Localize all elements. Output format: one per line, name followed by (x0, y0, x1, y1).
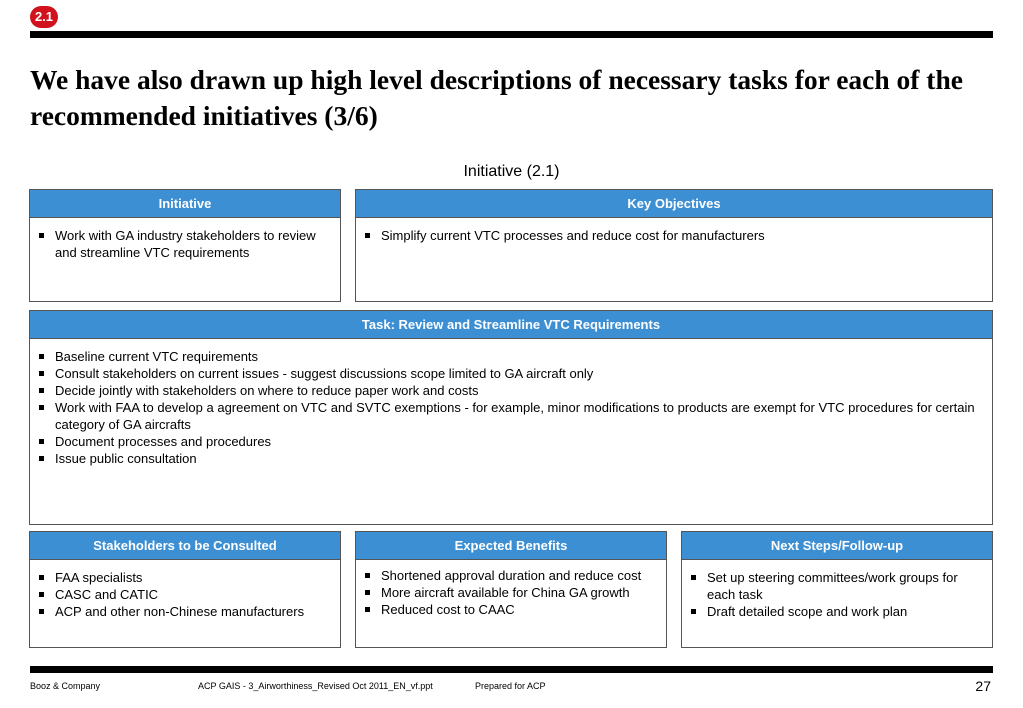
benefits-list (356, 560, 666, 618)
next-steps-header: Next Steps/Follow-up (682, 532, 992, 560)
bottom-divider (30, 666, 993, 673)
bullet-item: Simplify current VTC processes and reduce cost for manufacturers (364, 227, 986, 244)
benefits-box (355, 531, 667, 648)
bullet-item: Consult stakeholders on current issues - suggest discussions scope limited to GA aircraft only (38, 365, 986, 382)
bullet-item: Reduced cost to CAAC (364, 601, 660, 618)
bullet-item: CASC and CATIC (38, 586, 334, 603)
next-steps-list (682, 560, 992, 620)
objectives-header: Key Objectives (356, 190, 992, 218)
bullet-item: Decide jointly with stakeholders on where to reduce paper work and costs (38, 382, 986, 399)
bullet-item: FAA specialists (38, 569, 334, 586)
stakeholders-box (29, 531, 341, 648)
page-title: We have also drawn up high level descriptions of necessary tasks for each of the recommended initiatives (3/6) (30, 64, 963, 131)
bullet-item: Work with FAA to develop a agreement on VTC and SVTC exemptions - for example, minor modifications to products are exempt for VTC procedures for certain category of GA aircrafts (38, 399, 986, 433)
bullet-item: Shortened approval duration and reduce cost (364, 567, 660, 584)
bullet-item: Document processes and procedures (38, 433, 986, 450)
benefits-header: Expected Benefits (356, 532, 666, 560)
bullet-item: ACP and other non-Chinese manufacturers (38, 603, 334, 620)
initiative-list (30, 218, 340, 261)
bullet-item: Work with GA industry stakeholders to review and streamline VTC requirements (38, 227, 334, 261)
initiative-header: Initiative (30, 190, 340, 218)
objectives-box (355, 189, 993, 302)
footer-company: Booz & Company (30, 681, 101, 691)
initiative-box (29, 189, 341, 302)
stakeholders-list (30, 560, 340, 620)
task-header: Task: Review and Streamline VTC Requirements (30, 311, 992, 339)
page-number: 27 (975, 678, 991, 694)
bullet-item: More aircraft available for China GA growth (364, 584, 660, 601)
footer-filename: ACP GAIS - 3_Airworthiness_Revised Oct 2011_EN_vf.ppt (198, 681, 433, 691)
bullet-item: Draft detailed scope and work plan (690, 603, 986, 620)
bullet-item: Issue public consultation (38, 450, 986, 467)
bullet-item: Baseline current VTC requirements (38, 348, 986, 365)
objectives-list (356, 218, 992, 244)
task-list (30, 339, 992, 467)
section-badge: 2.1 (30, 6, 58, 28)
bullet-item: Set up steering committees/work groups for each task (690, 569, 986, 603)
page-subtitle: Initiative (2.1) (463, 163, 560, 180)
next-steps-box (681, 531, 993, 648)
footer-prepared: Prepared for ACP (475, 681, 546, 691)
task-box (29, 310, 993, 525)
top-divider (30, 31, 993, 38)
stakeholders-header: Stakeholders to be Consulted (30, 532, 340, 560)
